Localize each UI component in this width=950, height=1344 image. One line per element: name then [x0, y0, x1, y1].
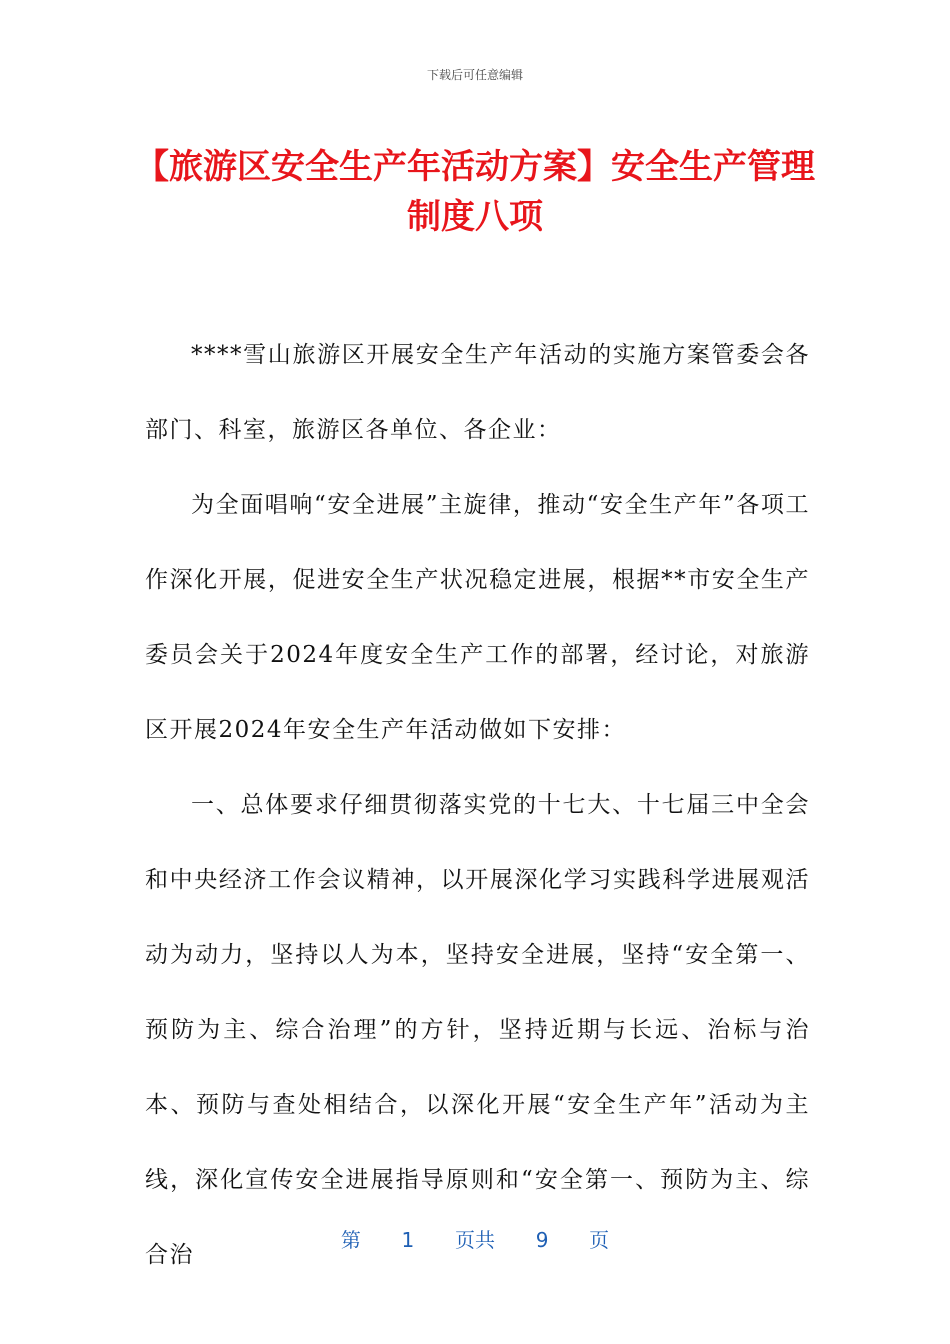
page-footer — [0, 1224, 950, 1253]
paragraph-purpose: 为全面唱响“安全进展”主旋律，推动“安全生产年”各项工作深化开展，促进安全生产状况稳定进展，根据**市安全生产委员会关于2024年度安全生产工作的部署，经讨论，对旅游区开展2024年安全生产年活动做如下安排： — [145, 492, 810, 743]
footer-total-pages: 9 — [535, 1228, 549, 1252]
document-body — [145, 318, 810, 1293]
footer-prefix: 第 — [340, 1228, 361, 1252]
footer-page-number: 1 — [401, 1228, 415, 1252]
header-note: 下载后可任意编辑 — [426, 68, 523, 82]
paragraph-requirements: 一、总体要求仔细贯彻落实党的十七大、十七届三中全会和中央经济工作会议精神，以开展深化学习实践科学进展观活动为动力，坚持以人为本，坚持安全进展，坚持“安全第一、预防为主、综合治理”的方针，坚持近期与长远、治标与治本、预防与查处相结合，以深化开展“安全生产年”活动为主线，深化宣传安全进展指导原则和“安全第一、预防为主、综合治 — [145, 792, 810, 1268]
footer-suffix: 页 — [589, 1228, 610, 1252]
footer-middle: 页共 — [455, 1228, 495, 1252]
paragraph-intro: ****雪山旅游区开展安全生产年活动的实施方案管委会各部门、科室，旅游区各单位、各企业： — [145, 342, 810, 443]
document-title: 【旅游区安全生产年活动方案】安全生产管理制度八项 — [135, 147, 815, 237]
